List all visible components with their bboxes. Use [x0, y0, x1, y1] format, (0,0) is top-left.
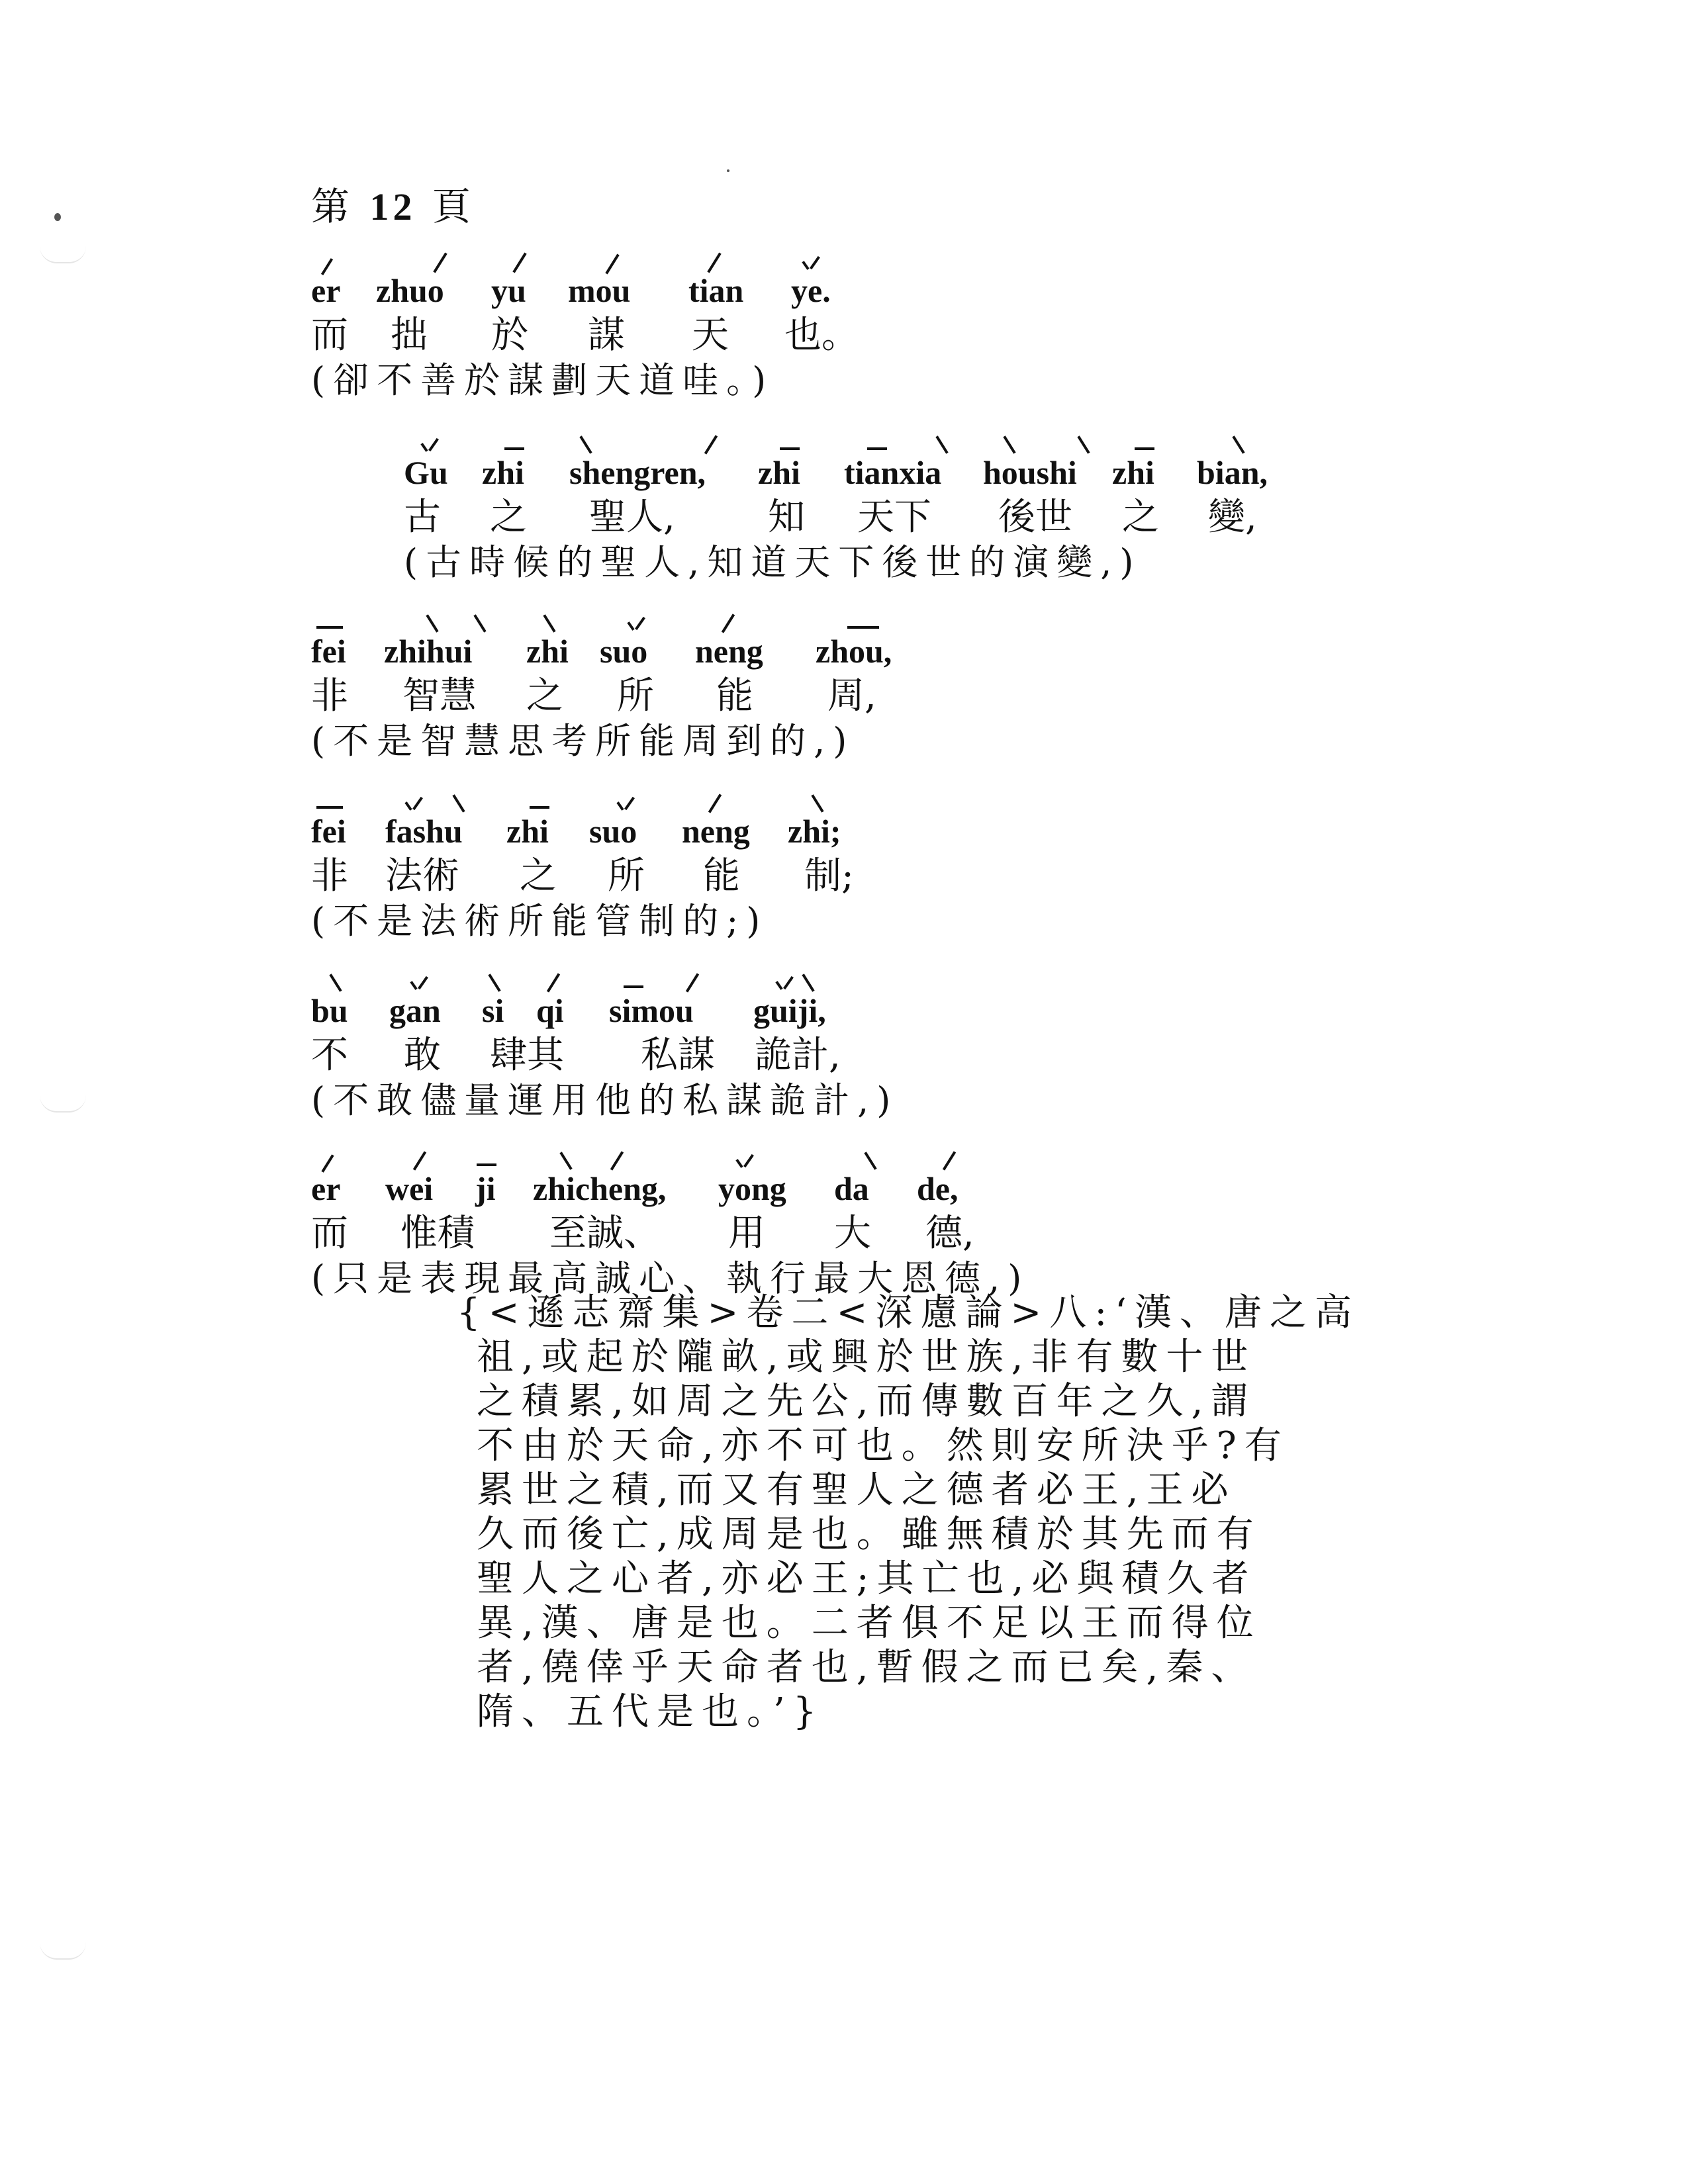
pinyin-word: Gu: [404, 454, 448, 491]
tone-mark-level: [504, 447, 524, 450]
note-line: 不由於天命,亦不可也。然則安所決乎?有: [477, 1424, 1289, 1467]
gloss-row: (不是智慧思考所能周到的,): [311, 720, 855, 762]
hanzi-word: 法術: [385, 854, 459, 897]
pinyin-word: neng: [695, 633, 763, 670]
verse-stanza-2: [404, 450, 1268, 585]
pinyin-word: zhi: [506, 813, 549, 850]
hanzi-word: 不: [311, 1034, 348, 1077]
tone-mark-falling: [1077, 435, 1090, 454]
tone-mark-rising: [704, 435, 718, 454]
pinyin-word: zhi;: [788, 813, 841, 850]
hanzi-word: 後世: [998, 496, 1072, 539]
hanzi-word: 而: [311, 314, 348, 357]
hanzi-word: 拙: [391, 314, 428, 357]
pinyin-word: ji: [475, 1170, 496, 1207]
hanzi-row: [311, 674, 876, 719]
note-line: 累世之積,而又有聖人之德者必王,王必: [477, 1469, 1237, 1512]
hanzi-word: 之: [490, 496, 527, 539]
pinyin-word: mou: [568, 272, 631, 309]
pinyin-word: er: [311, 272, 341, 309]
pinyin-word: si: [482, 992, 504, 1029]
hanzi-word: 所: [617, 674, 654, 717]
pinyin-word: zhihui: [384, 633, 473, 670]
verse-stanza-3: [311, 629, 892, 764]
verse-stanza-1: [311, 268, 859, 403]
hanzi-word: 聖人,: [589, 496, 675, 539]
tone-mark-level: [477, 1163, 496, 1166]
scan-speck: [54, 213, 61, 221]
hanzi-word: 謀: [588, 314, 625, 357]
hanzi-word: 所: [608, 854, 645, 897]
note-line: 之積累,如周之先公,而傳數百年之久,謂: [477, 1380, 1256, 1423]
note-line: 久而後亡,成周是也。雖無積於其先而有: [477, 1513, 1262, 1556]
commentary-note: [457, 1291, 1360, 1734]
hanzi-row: [404, 495, 1257, 540]
pinyin-word: fei: [311, 813, 346, 850]
gloss-row: (卻不善於謀劃天道哇。): [311, 359, 774, 401]
hanzi-word: 能: [716, 674, 753, 717]
hanzi-word: 而: [311, 1212, 348, 1255]
hanzi-word: 惟積: [400, 1212, 475, 1255]
pinyin-word: zhou,: [816, 633, 892, 670]
hanzi-word: 於: [491, 314, 528, 357]
pinyin-row: [311, 809, 841, 854]
pinyin-row: [404, 450, 1268, 495]
pinyin-word: ye.: [791, 272, 831, 309]
hanzi-word: 肆其: [490, 1034, 564, 1077]
pinyin-word: zhicheng,: [533, 1170, 667, 1207]
page-title: [311, 175, 475, 231]
hanzi-word: 之: [520, 854, 557, 897]
hanzi-word: 天下: [857, 496, 931, 539]
punch-hole-shadow: [40, 246, 86, 263]
pinyin-word: zhi: [1112, 454, 1154, 491]
pinyin-word: bian,: [1197, 454, 1268, 491]
pinyin-word: da: [834, 1170, 869, 1207]
pinyin-word: yu: [491, 272, 526, 309]
hanzi-word: 之: [1122, 496, 1159, 539]
verse-stanza-6: [311, 1166, 1029, 1301]
pinyin-word: zhi: [758, 454, 800, 491]
hanzi-word: 至誠、: [549, 1212, 661, 1255]
hanzi-word: 詭計,: [755, 1034, 841, 1077]
verse-stanza-4: [311, 809, 854, 944]
pinyin-word: de,: [917, 1170, 959, 1207]
pinyin-word: gan: [389, 992, 441, 1029]
tone-mark-level: [780, 447, 800, 450]
pinyin-row: [311, 988, 898, 1033]
hanzi-word: 也。: [784, 314, 859, 357]
pinyin-word: simou: [609, 992, 694, 1029]
pinyin-word: shengren,: [569, 454, 706, 491]
pinyin-word: tian: [688, 272, 744, 309]
pinyin-word: zhi: [526, 633, 569, 670]
verse-stanza-5: [311, 988, 898, 1123]
pinyin-word: houshi: [983, 454, 1077, 491]
note-line: 異,漢、唐是也。二者俱不足以王而得位: [477, 1602, 1262, 1645]
hanzi-word: 非: [311, 854, 348, 897]
hanzi-word: 周,: [827, 674, 876, 717]
page-title-suffix: 頁: [432, 184, 475, 229]
punch-hole-shadow: [40, 1095, 86, 1113]
gloss-row: (不敢儘量運用他的私謀詭計,): [311, 1079, 899, 1121]
hanzi-word: 古: [404, 496, 441, 539]
tone-mark-level: [867, 447, 887, 450]
pinyin-word: fashu: [385, 813, 463, 850]
tone-mark-level: [1135, 447, 1154, 450]
pinyin-row: [311, 1166, 1029, 1211]
pinyin-word: yong: [718, 1170, 786, 1207]
pinyin-word: fei: [311, 633, 346, 670]
hanzi-row: [311, 1033, 898, 1078]
pinyin-word: suo: [589, 813, 637, 850]
hanzi-word: 私謀: [641, 1034, 715, 1077]
hanzi-word: 能: [703, 854, 740, 897]
pinyin-word: wei: [385, 1170, 434, 1207]
page-title-prefix: 第: [311, 184, 354, 229]
pinyin-word: guiji,: [753, 992, 826, 1029]
hanzi-word: 智慧: [402, 674, 477, 717]
hanzi-row: [311, 1211, 1029, 1256]
hanzi-word: 天: [692, 314, 729, 357]
hanzi-word: 知: [768, 496, 805, 539]
hanzi-word: 用: [728, 1212, 765, 1255]
tone-mark-level: [316, 626, 343, 629]
pinyin-word: zhuo: [376, 272, 444, 309]
tone-mark-level: [847, 626, 879, 629]
hanzi-word: 制;: [804, 854, 854, 897]
punch-hole-shadow: [40, 1942, 86, 1960]
hanzi-word: 變,: [1208, 496, 1257, 539]
pinyin-word: bu: [311, 992, 348, 1029]
tone-mark-falling: [473, 614, 486, 633]
hanzi-row: [311, 854, 854, 899]
gloss-row: (不是法術所能管制的;): [311, 900, 769, 942]
pinyin-row: [311, 629, 892, 674]
hanzi-word: 之: [526, 674, 563, 717]
note-line: 祖,或起於隴畝,或興於世族,非有數十世: [477, 1336, 1256, 1379]
pinyin-row: [311, 268, 831, 313]
gloss-row: (只是表現最高誠心、執行最大恩德,): [311, 1257, 1030, 1299]
pinyin-word: er: [311, 1170, 341, 1207]
hanzi-word: 非: [311, 674, 348, 717]
scan-speck: [727, 169, 729, 172]
tone-mark-level: [316, 806, 343, 809]
hanzi-word: 德,: [925, 1212, 974, 1255]
gloss-row: (古時候的聖人,知道天下後世的演變,): [404, 541, 1142, 583]
note-line: 者,僥倖乎天命者也,暫假之而已矣,秦、: [477, 1646, 1256, 1689]
pinyin-word: qi: [536, 992, 564, 1029]
tone-mark-level: [624, 985, 643, 988]
hanzi-row: [311, 313, 859, 358]
hanzi-word: 大: [834, 1212, 871, 1255]
hanzi-word: 敢: [404, 1034, 441, 1077]
page-number: 12: [369, 185, 416, 228]
pinyin-word: suo: [600, 633, 648, 670]
pinyin-word: tianxia: [844, 454, 942, 491]
pinyin-word: zhi: [482, 454, 524, 491]
pinyin-word: neng: [682, 813, 750, 850]
note-line: 隋、五代是也。’}: [477, 1690, 825, 1733]
note-line: 聖人之心者,亦必王;其亡也,必與積久者: [477, 1557, 1257, 1600]
note-line: {<遜志齋集>卷二<深慮論>八:‘漢、唐之高: [457, 1291, 1360, 1334]
tone-mark-level: [530, 806, 549, 809]
